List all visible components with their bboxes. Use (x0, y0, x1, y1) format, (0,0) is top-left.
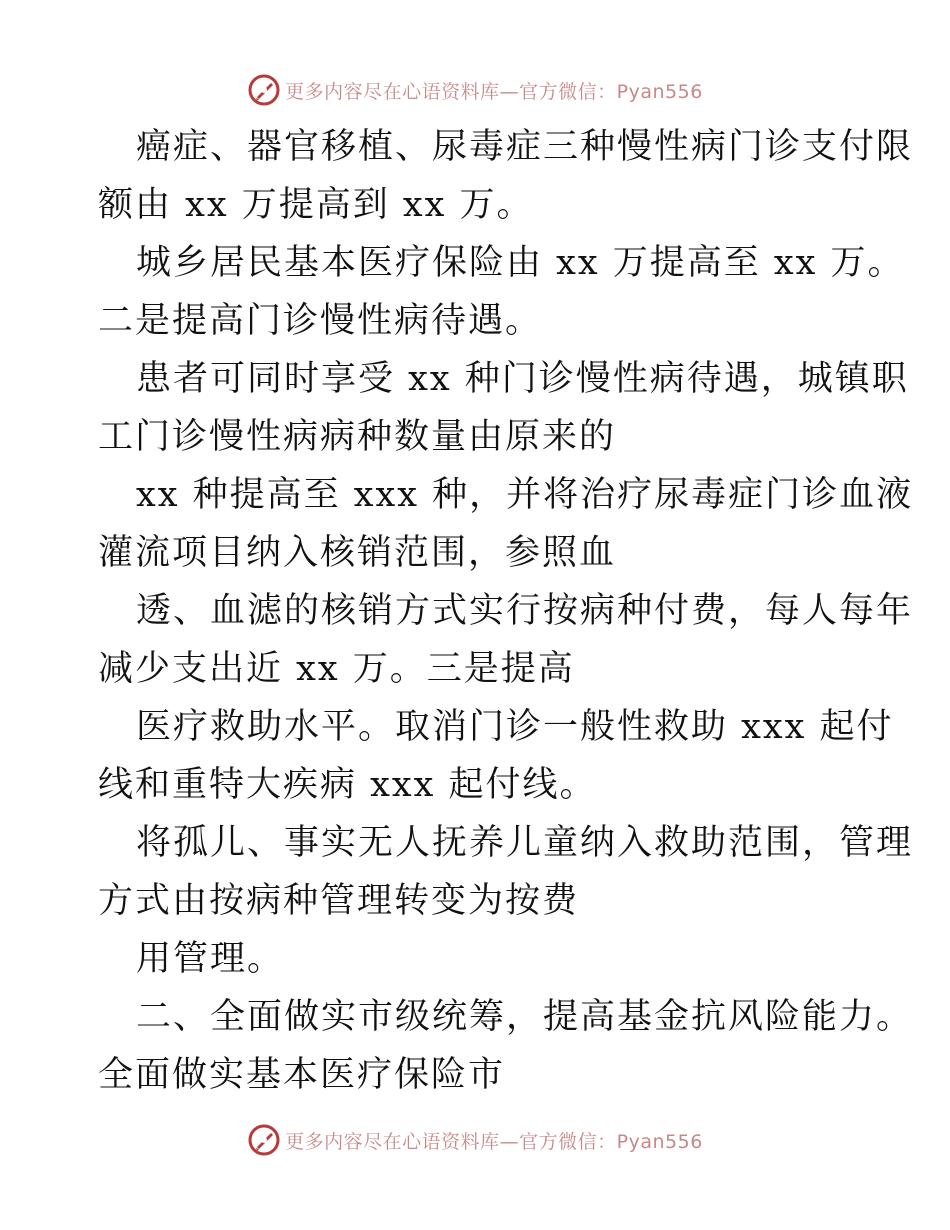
document-body (98, 118, 914, 1104)
logo-icon (247, 73, 281, 107)
paragraph-line: 城乡居民基本医疗保险由 xx 万提高至 xx 万。 (136, 243, 905, 283)
paragraph-line: 癌症、器官移植、尿毒症三种慢性病门诊支付限 (136, 127, 914, 167)
paragraph-line: 将孤儿、事实无人抚养儿童纳入救助范围，管理 (136, 823, 914, 863)
header-watermark (0, 68, 950, 112)
paragraph-line: 患者可同时享受 xx 种门诊慢性病待遇，城镇职 (136, 359, 909, 399)
logo-icon (247, 1123, 281, 1157)
paragraph-line: xx 种提高至 xxx 种，并将治疗尿毒症门诊血液 (136, 475, 914, 515)
footer-watermark (0, 1118, 950, 1162)
paragraph-line: 医疗救助水平。取消门诊一般性救助 xxx 起付 (136, 707, 894, 747)
paragraph-line: 额由 xx 万提高到 xx 万。 (98, 185, 534, 225)
watermark-text: 更多内容尽在心语资料库—官方微信：Pyan556 (285, 80, 703, 103)
paragraph-line: 透、血滤的核销方式实行按病种付费，每人每年 (136, 591, 914, 631)
paragraph-line: 全面做实基本医疗保险市 (98, 1055, 506, 1095)
paragraph-line: 减少支出近 xx 万。三是提高 (98, 649, 575, 689)
watermark-text: 更多内容尽在心语资料库—官方微信：Pyan556 (285, 1130, 703, 1153)
paragraph-line: 用管理。 (136, 939, 285, 979)
paragraph-line: 工门诊慢性病病种数量由原来的 (98, 417, 617, 457)
paragraph-line: 二是提高门诊慢性病待遇。 (98, 301, 543, 341)
section-heading: 二、全面做实市级统筹，提高基金抗风险能力。 (136, 997, 914, 1037)
paragraph-line: 方式由按病种管理转变为按费 (98, 881, 580, 921)
paragraph-line: 灌流项目纳入核销范围，参照血 (98, 533, 617, 573)
paragraph-line: 线和重特大疾病 xxx 起付线。 (98, 765, 597, 805)
